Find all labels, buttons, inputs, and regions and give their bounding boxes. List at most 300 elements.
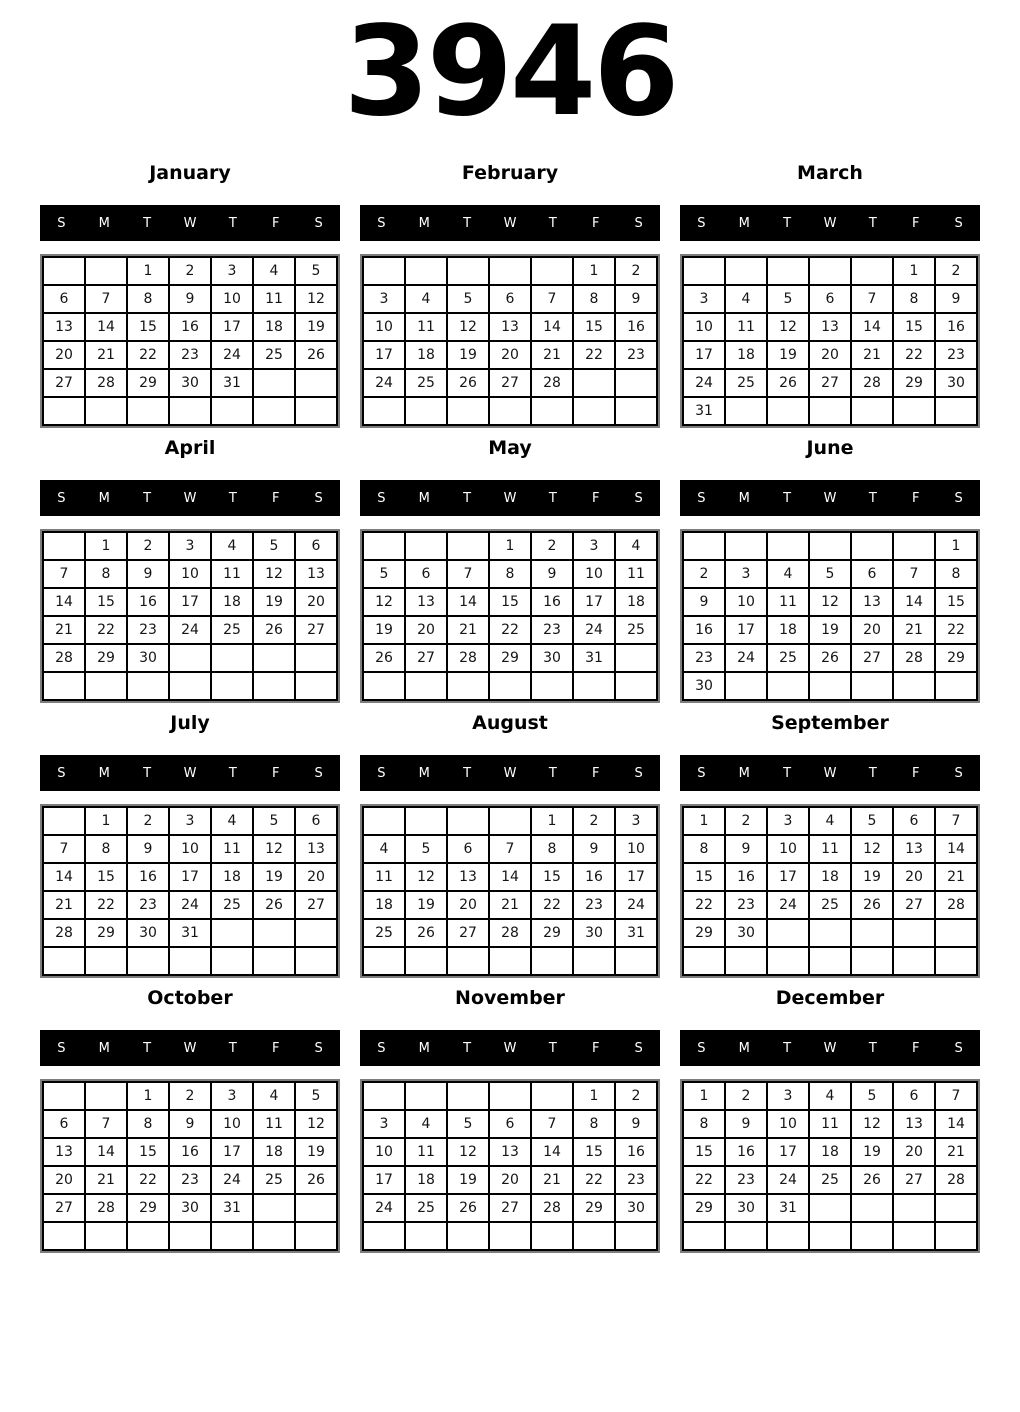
day-cell (893, 1194, 935, 1222)
day-cell: 15 (893, 313, 935, 341)
day-cell: 25 (809, 1166, 851, 1194)
week-row (363, 1082, 657, 1110)
month-title: September (771, 712, 889, 734)
day-cell: 28 (531, 369, 573, 397)
day-cell (725, 532, 767, 560)
week-row (363, 257, 657, 285)
day-cell (809, 1194, 851, 1222)
month-block (680, 437, 980, 703)
day-cell: 11 (615, 560, 657, 588)
day-cell: 30 (169, 369, 211, 397)
day-cell: 11 (809, 835, 851, 863)
day-cell (169, 397, 211, 425)
weekday-label: T (548, 765, 557, 781)
weekday-label: S (57, 490, 66, 506)
day-cell (43, 1222, 85, 1250)
week-row (683, 891, 977, 919)
weekday-label: T (548, 215, 557, 231)
week-row (43, 919, 337, 947)
week-row (43, 532, 337, 560)
day-cell (253, 397, 295, 425)
day-cell: 10 (169, 835, 211, 863)
day-cell: 14 (43, 588, 85, 616)
day-cell: 28 (851, 369, 893, 397)
day-cell (489, 397, 531, 425)
day-cell: 30 (935, 369, 977, 397)
day-cell: 25 (725, 369, 767, 397)
day-cell (893, 532, 935, 560)
week-row (363, 1194, 657, 1222)
weekday-label: S (314, 215, 323, 231)
month-title: November (455, 987, 565, 1009)
day-cell: 3 (573, 532, 615, 560)
day-cell: 10 (683, 313, 725, 341)
day-cell: 13 (295, 560, 337, 588)
day-cell: 1 (893, 257, 935, 285)
day-cell: 11 (363, 863, 405, 891)
day-cell: 8 (531, 835, 573, 863)
weekday-header (360, 755, 660, 791)
day-cell: 5 (809, 560, 851, 588)
weekday-label: F (591, 490, 600, 506)
day-cell: 8 (489, 560, 531, 588)
weekday-label: S (634, 765, 643, 781)
day-cell: 31 (573, 644, 615, 672)
weekday-label: W (823, 1040, 837, 1056)
weekday-label: T (548, 1040, 557, 1056)
day-cell: 3 (211, 257, 253, 285)
day-cell: 3 (683, 285, 725, 313)
day-cell: 6 (489, 285, 531, 313)
day-cell (405, 397, 447, 425)
year-title: 3946 (343, 0, 677, 144)
day-cell (935, 947, 977, 975)
day-cell (531, 672, 573, 700)
day-cell: 14 (935, 1110, 977, 1138)
day-cell (531, 1082, 573, 1110)
weekday-header (680, 205, 980, 241)
week-row (43, 397, 337, 425)
day-cell: 7 (43, 560, 85, 588)
day-cell: 19 (253, 588, 295, 616)
day-cell: 13 (851, 588, 893, 616)
month-block (40, 712, 340, 978)
week-row (363, 672, 657, 700)
day-cell (211, 644, 253, 672)
day-cell: 23 (615, 341, 657, 369)
day-cell: 24 (363, 369, 405, 397)
day-cell: 8 (85, 835, 127, 863)
day-cell: 28 (85, 1194, 127, 1222)
weekday-label: W (823, 765, 837, 781)
day-cell (615, 1222, 657, 1250)
month-date-grid (680, 1079, 980, 1253)
day-cell: 1 (85, 807, 127, 835)
day-cell: 22 (683, 1166, 725, 1194)
month-title: March (797, 162, 863, 184)
day-cell (43, 1082, 85, 1110)
day-cell: 7 (43, 835, 85, 863)
day-cell: 29 (127, 369, 169, 397)
weekday-label: T (868, 1040, 877, 1056)
weekday-label: F (271, 765, 280, 781)
day-cell: 23 (683, 644, 725, 672)
weekday-label: T (868, 765, 877, 781)
day-cell: 25 (405, 1194, 447, 1222)
weekday-label: W (503, 215, 517, 231)
day-cell: 16 (573, 863, 615, 891)
day-cell: 18 (211, 863, 253, 891)
week-row (43, 672, 337, 700)
week-row (683, 644, 977, 672)
week-row (363, 891, 657, 919)
day-cell: 27 (489, 369, 531, 397)
day-cell: 22 (127, 1166, 169, 1194)
day-cell: 24 (211, 341, 253, 369)
day-cell: 9 (531, 560, 573, 588)
day-cell: 31 (169, 919, 211, 947)
day-cell: 25 (363, 919, 405, 947)
day-cell (683, 947, 725, 975)
day-cell: 29 (573, 1194, 615, 1222)
day-cell: 24 (363, 1194, 405, 1222)
week-row (43, 863, 337, 891)
day-cell: 19 (851, 863, 893, 891)
day-cell: 1 (573, 257, 615, 285)
week-row (43, 616, 337, 644)
week-row (363, 1222, 657, 1250)
day-cell (767, 1222, 809, 1250)
day-cell: 28 (893, 644, 935, 672)
day-cell (531, 397, 573, 425)
weekday-label: S (57, 1040, 66, 1056)
day-cell: 5 (405, 835, 447, 863)
day-cell: 15 (489, 588, 531, 616)
weekday-label: W (183, 215, 197, 231)
day-cell: 2 (935, 257, 977, 285)
day-cell: 3 (363, 285, 405, 313)
day-cell: 17 (211, 1138, 253, 1166)
week-row (363, 919, 657, 947)
day-cell: 29 (85, 919, 127, 947)
month-block (40, 987, 340, 1253)
weekday-label: T (228, 765, 237, 781)
day-cell: 10 (573, 560, 615, 588)
day-cell: 18 (363, 891, 405, 919)
day-cell: 20 (489, 1166, 531, 1194)
day-cell: 10 (725, 588, 767, 616)
month-date-grid (680, 804, 980, 978)
day-cell: 27 (851, 644, 893, 672)
day-cell: 28 (43, 919, 85, 947)
day-cell: 15 (683, 863, 725, 891)
week-row (363, 588, 657, 616)
day-cell: 4 (767, 560, 809, 588)
day-cell: 5 (851, 1082, 893, 1110)
day-cell (363, 947, 405, 975)
day-cell: 14 (531, 1138, 573, 1166)
weekday-label: S (377, 215, 386, 231)
day-cell: 27 (893, 891, 935, 919)
weekday-label: T (228, 490, 237, 506)
day-cell: 26 (253, 616, 295, 644)
day-cell: 15 (573, 1138, 615, 1166)
day-cell: 1 (85, 532, 127, 560)
day-cell (893, 672, 935, 700)
day-cell (573, 369, 615, 397)
day-cell: 18 (809, 863, 851, 891)
day-cell (893, 1222, 935, 1250)
day-cell: 20 (489, 341, 531, 369)
day-cell (405, 257, 447, 285)
day-cell: 8 (573, 285, 615, 313)
day-cell (363, 672, 405, 700)
day-cell: 28 (935, 1166, 977, 1194)
day-cell: 18 (405, 1166, 447, 1194)
day-cell: 21 (43, 891, 85, 919)
day-cell: 24 (573, 616, 615, 644)
week-row (43, 285, 337, 313)
month-block (680, 162, 980, 428)
week-row (43, 835, 337, 863)
day-cell: 15 (683, 1138, 725, 1166)
day-cell: 27 (43, 369, 85, 397)
day-cell: 19 (405, 891, 447, 919)
day-cell: 19 (253, 863, 295, 891)
week-row (43, 1194, 337, 1222)
day-cell (405, 947, 447, 975)
week-row (683, 532, 977, 560)
month-title: June (806, 437, 854, 459)
day-cell: 29 (935, 644, 977, 672)
month-title: January (149, 162, 231, 184)
day-cell: 25 (405, 369, 447, 397)
weekday-header (40, 205, 340, 241)
day-cell: 9 (615, 285, 657, 313)
week-row (363, 341, 657, 369)
day-cell: 8 (935, 560, 977, 588)
day-cell: 17 (169, 588, 211, 616)
day-cell: 12 (405, 863, 447, 891)
day-cell: 19 (767, 341, 809, 369)
day-cell: 4 (211, 807, 253, 835)
week-row (683, 313, 977, 341)
weekday-label: W (823, 490, 837, 506)
day-cell: 23 (573, 891, 615, 919)
day-cell: 20 (43, 341, 85, 369)
day-cell: 25 (211, 616, 253, 644)
day-cell: 4 (405, 285, 447, 313)
day-cell: 7 (489, 835, 531, 863)
day-cell (85, 947, 127, 975)
day-cell (363, 257, 405, 285)
week-row (363, 1138, 657, 1166)
day-cell: 24 (683, 369, 725, 397)
weekday-header (40, 1030, 340, 1066)
week-row (683, 835, 977, 863)
weekday-label: S (377, 765, 386, 781)
weekday-header (680, 1030, 980, 1066)
day-cell: 6 (851, 560, 893, 588)
day-cell (809, 397, 851, 425)
day-cell: 28 (489, 919, 531, 947)
day-cell: 9 (725, 835, 767, 863)
day-cell: 6 (893, 1082, 935, 1110)
day-cell (851, 1194, 893, 1222)
day-cell (683, 1222, 725, 1250)
month-block (680, 987, 980, 1253)
month-title: May (488, 437, 532, 459)
weekday-label: S (57, 215, 66, 231)
week-row (683, 1222, 977, 1250)
day-cell: 5 (447, 1110, 489, 1138)
day-cell: 17 (683, 341, 725, 369)
day-cell (809, 672, 851, 700)
weekday-label: T (143, 1040, 152, 1056)
day-cell: 18 (253, 313, 295, 341)
weekday-label: T (143, 765, 152, 781)
weekday-label: S (377, 490, 386, 506)
week-row (43, 341, 337, 369)
month-date-grid (360, 254, 660, 428)
day-cell: 28 (85, 369, 127, 397)
day-cell: 29 (893, 369, 935, 397)
day-cell: 31 (767, 1194, 809, 1222)
day-cell (253, 947, 295, 975)
day-cell: 17 (767, 1138, 809, 1166)
day-cell (43, 532, 85, 560)
day-cell: 24 (615, 891, 657, 919)
day-cell: 29 (489, 644, 531, 672)
month-block (360, 712, 660, 978)
week-row (363, 560, 657, 588)
week-row (683, 369, 977, 397)
day-cell (447, 397, 489, 425)
day-cell (489, 1222, 531, 1250)
day-cell: 1 (127, 1082, 169, 1110)
day-cell: 10 (211, 285, 253, 313)
day-cell (573, 672, 615, 700)
day-cell (893, 919, 935, 947)
day-cell: 18 (211, 588, 253, 616)
day-cell: 22 (489, 616, 531, 644)
weekday-label: F (911, 490, 920, 506)
week-row (683, 285, 977, 313)
day-cell (295, 672, 337, 700)
month-block (40, 162, 340, 428)
day-cell: 9 (935, 285, 977, 313)
day-cell: 6 (295, 807, 337, 835)
day-cell: 13 (295, 835, 337, 863)
day-cell (851, 672, 893, 700)
day-cell: 8 (683, 835, 725, 863)
weekday-label: T (783, 215, 792, 231)
day-cell: 16 (127, 863, 169, 891)
day-cell: 2 (169, 257, 211, 285)
day-cell: 4 (615, 532, 657, 560)
day-cell: 17 (211, 313, 253, 341)
day-cell (683, 532, 725, 560)
day-cell (725, 947, 767, 975)
day-cell: 13 (43, 313, 85, 341)
day-cell (725, 672, 767, 700)
day-cell: 21 (85, 1166, 127, 1194)
day-cell: 2 (127, 807, 169, 835)
day-cell: 14 (43, 863, 85, 891)
month-block (360, 987, 660, 1253)
month-block (680, 712, 980, 978)
day-cell: 26 (851, 1166, 893, 1194)
day-cell: 30 (127, 644, 169, 672)
day-cell (169, 644, 211, 672)
day-cell (935, 919, 977, 947)
weekday-label: F (911, 215, 920, 231)
day-cell: 2 (725, 807, 767, 835)
day-cell (725, 257, 767, 285)
day-cell (573, 397, 615, 425)
day-cell: 11 (405, 313, 447, 341)
week-row (683, 1110, 977, 1138)
day-cell: 2 (725, 1082, 767, 1110)
week-row (363, 835, 657, 863)
weekday-label: W (183, 765, 197, 781)
month-block (360, 437, 660, 703)
day-cell (809, 1222, 851, 1250)
day-cell: 23 (127, 616, 169, 644)
day-cell: 8 (683, 1110, 725, 1138)
day-cell: 17 (169, 863, 211, 891)
day-cell: 28 (935, 891, 977, 919)
day-cell: 5 (363, 560, 405, 588)
week-row (43, 1222, 337, 1250)
month-title: December (775, 987, 885, 1009)
weekday-label: T (463, 765, 472, 781)
weekday-header (680, 480, 980, 516)
day-cell: 6 (809, 285, 851, 313)
day-cell (489, 257, 531, 285)
day-cell: 27 (809, 369, 851, 397)
day-cell: 2 (573, 807, 615, 835)
week-row (683, 947, 977, 975)
day-cell: 25 (211, 891, 253, 919)
day-cell (767, 919, 809, 947)
day-cell: 15 (127, 1138, 169, 1166)
day-cell (405, 1222, 447, 1250)
day-cell: 12 (447, 313, 489, 341)
day-cell: 22 (683, 891, 725, 919)
day-cell (447, 947, 489, 975)
day-cell: 14 (531, 313, 573, 341)
weekday-label: W (183, 1040, 197, 1056)
day-cell: 3 (169, 807, 211, 835)
weekday-label: M (738, 215, 750, 231)
day-cell: 4 (253, 1082, 295, 1110)
day-cell: 1 (531, 807, 573, 835)
week-row (43, 1166, 337, 1194)
day-cell: 18 (809, 1138, 851, 1166)
day-cell: 20 (893, 863, 935, 891)
week-row (683, 560, 977, 588)
day-cell: 5 (295, 257, 337, 285)
day-cell: 9 (169, 1110, 211, 1138)
day-cell (405, 807, 447, 835)
day-cell: 16 (935, 313, 977, 341)
day-cell: 15 (127, 313, 169, 341)
day-cell: 19 (363, 616, 405, 644)
week-row (43, 1110, 337, 1138)
weekday-label: T (143, 215, 152, 231)
day-cell: 30 (683, 672, 725, 700)
